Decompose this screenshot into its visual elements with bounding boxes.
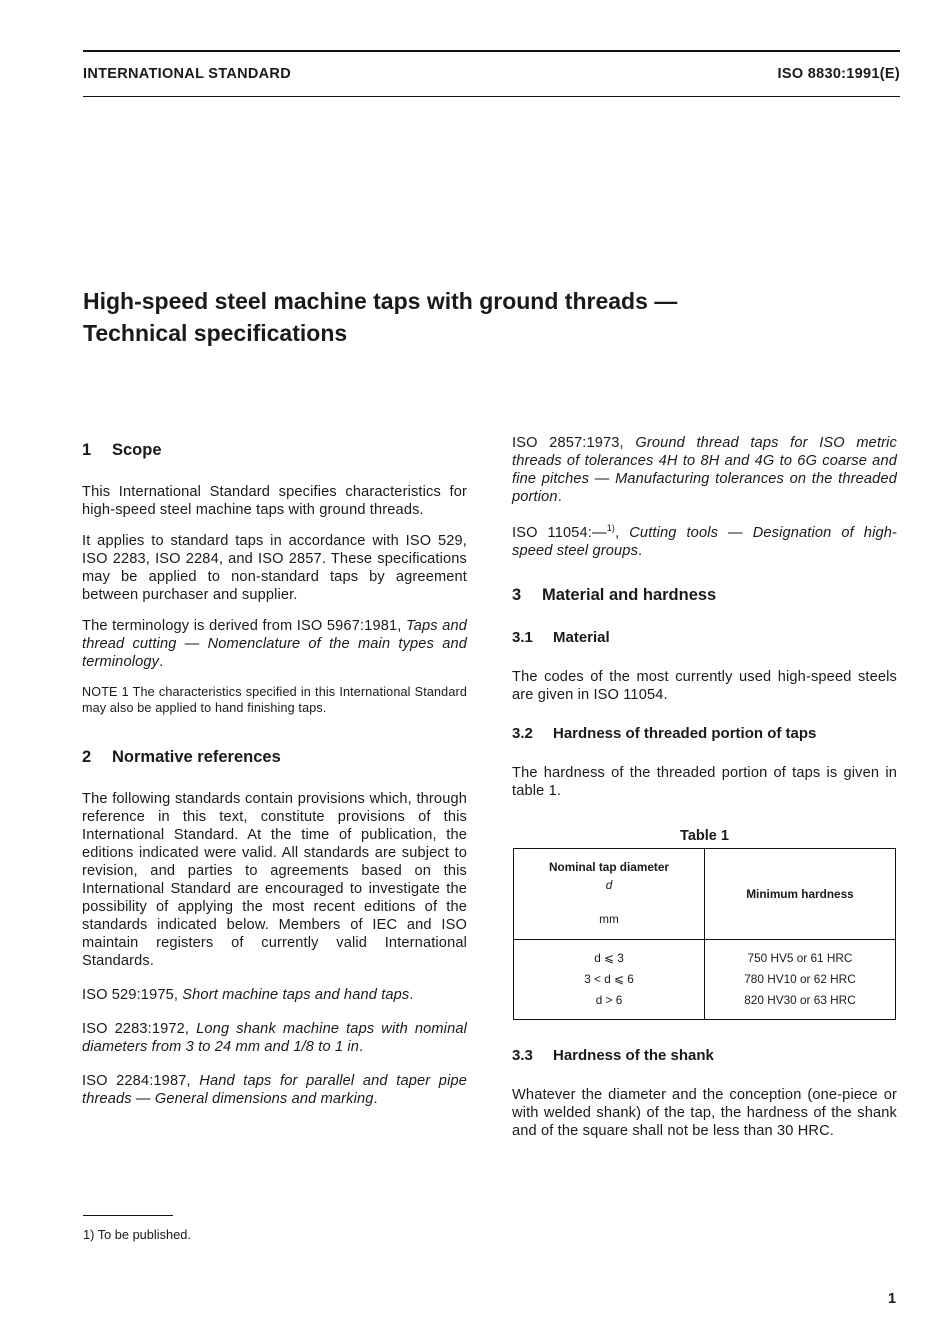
left-column bbox=[82, 435, 467, 1121]
section-2-heading bbox=[82, 746, 467, 768]
table-cell: 750 HV5 or 61 HRC bbox=[747, 950, 853, 965]
hardness-table bbox=[513, 848, 896, 1020]
section-number: 2 bbox=[82, 748, 92, 766]
header-cell-diameter bbox=[514, 848, 705, 939]
footnote: 1) To be published. bbox=[83, 1227, 191, 1242]
title-line-2: Technical specifications bbox=[83, 320, 348, 346]
header-rule bbox=[83, 96, 900, 97]
section-3-3-heading bbox=[512, 1046, 897, 1066]
table-cell: 3 < d ⩽ 6 bbox=[584, 971, 634, 986]
section-3-2-heading bbox=[512, 724, 897, 744]
ref-iso-2283 bbox=[82, 1020, 467, 1056]
ref-title: Cutting tools — Designation of high-speed steel groups bbox=[512, 524, 898, 559]
text-span: , bbox=[615, 524, 630, 541]
table-cell: 780 HV10 or 62 HRC bbox=[744, 971, 856, 986]
ref-title: Hand taps for parallel and taper pipe threads — General dimensions and marking bbox=[82, 1073, 467, 1107]
section-3-heading bbox=[512, 584, 897, 606]
section-title: Hardness of the shank bbox=[553, 1046, 714, 1064]
ref-iso-2857 bbox=[512, 434, 897, 506]
page-number: 1 bbox=[888, 1291, 897, 1307]
text-span: The terminology is derived from ISO 5967:1981, bbox=[82, 618, 406, 634]
text-span: . bbox=[557, 489, 562, 505]
section-title: Hardness of threaded portion of taps bbox=[553, 724, 817, 742]
section-title: Scope bbox=[112, 441, 162, 459]
table-cell: d ⩽ 3 bbox=[594, 950, 624, 965]
section-number: 1 bbox=[82, 441, 92, 459]
text-span: . bbox=[159, 654, 164, 670]
scope-paragraph-3 bbox=[82, 617, 467, 671]
note-1: NOTE 1 The characteristics specified in this International Standard may also be applied to hand finishing taps. bbox=[82, 685, 467, 715]
section-1-heading bbox=[82, 439, 467, 461]
column-unit: mm bbox=[599, 911, 619, 926]
shank-paragraph: Whatever the diameter and the conception (one-piece or with welded shank) of the tap, the hardness of the shank and of the square shall not be less than 30 HRC. bbox=[512, 1086, 897, 1139]
ref-code: ISO 529:1975, bbox=[82, 987, 183, 1003]
footnote-marker: 1) bbox=[606, 523, 616, 533]
ref-title: Short machine taps and hand taps bbox=[182, 987, 410, 1003]
document-title bbox=[83, 285, 677, 349]
text-span: . bbox=[409, 987, 414, 1003]
ref-title: Long shank machine taps with nominal diameters from 3 to 24 mm and 1/8 to 1 in bbox=[82, 1021, 467, 1055]
normative-paragraph: The following standards contain provisions which, through reference in this text, constitute provisions of this International Standard. At the time of publication, the editions indicated were valid. All standards are subject to revision, and parties to agreements based on this International Standard are encouraged to investigate the possibility of applying the most recent editions of the standards indicated below. Members of IEC and ISO maintain registers of currently valid International Standards. bbox=[82, 791, 467, 969]
scope-paragraph-2: It applies to standard taps in accordance with ISO 529, ISO 2283, ISO 2284, and ISO 2857. These specifications may be applied to non-standard taps by agreement between purchaser and supplier. bbox=[82, 533, 467, 603]
table-caption: Table 1 bbox=[680, 827, 729, 844]
section-number: 3.2 bbox=[512, 724, 533, 742]
section-title: Material bbox=[553, 628, 610, 646]
ref-iso-529 bbox=[82, 986, 467, 1004]
column-header: Nominal tap diameter bbox=[549, 859, 669, 874]
text-span: . bbox=[373, 1091, 378, 1107]
section-number: 3.1 bbox=[512, 628, 533, 646]
ref-title: Taps and thread cutting — Nomenclature of the main types and terminology bbox=[82, 618, 467, 670]
diameter-column bbox=[514, 939, 705, 1019]
scope-paragraph-1: This International Standard specifies characteristics for high-speed steel machine taps with ground threads. bbox=[82, 484, 467, 518]
ref-code: ISO 2283:1972, bbox=[82, 1021, 197, 1037]
ref-code: ISO 2857:1973, bbox=[512, 435, 636, 451]
table-body-row bbox=[514, 939, 896, 1019]
hardness-column bbox=[705, 939, 896, 1019]
column-symbol: d bbox=[605, 877, 613, 892]
header-cell-hardness: Minimum hardness bbox=[705, 848, 896, 939]
hardness-paragraph: The hardness of the threaded portion of taps is given in table 1. bbox=[512, 764, 897, 799]
section-number: 3.3 bbox=[512, 1046, 533, 1064]
material-paragraph: The codes of the most currently used high-speed steels are given in ISO 11054. bbox=[512, 668, 897, 703]
text-span: . bbox=[359, 1039, 364, 1055]
right-column bbox=[512, 434, 897, 1153]
header-right: ISO 8830:1991(E) bbox=[777, 66, 900, 82]
ref-iso-11054 bbox=[512, 519, 897, 560]
title-line-1: High-speed steel machine taps with ground threads — bbox=[83, 288, 678, 314]
section-title: Material and hardness bbox=[542, 585, 717, 604]
table-cell: d > 6 bbox=[595, 992, 623, 1007]
ref-iso-2284 bbox=[82, 1072, 467, 1108]
table-cell: 820 HV30 or 63 HRC bbox=[744, 992, 856, 1007]
footnote-rule bbox=[83, 1215, 173, 1216]
section-3-1-heading bbox=[512, 628, 897, 648]
section-title: Normative references bbox=[112, 748, 281, 766]
ref-title: Ground thread taps for ISO metric threads of tolerances 4H to 8H and 4G to 6G coarse and fine pitches — Manufacturing tolerances on the threaded portion bbox=[512, 435, 897, 505]
header-left: INTERNATIONAL STANDARD bbox=[83, 66, 291, 82]
section-number: 3 bbox=[512, 585, 522, 604]
table-header-row bbox=[514, 848, 896, 939]
top-rule bbox=[83, 50, 900, 52]
ref-code: ISO 2284:1987, bbox=[82, 1073, 200, 1089]
ref-code: ISO 11054:— bbox=[512, 524, 607, 541]
text-span: . bbox=[638, 542, 643, 559]
